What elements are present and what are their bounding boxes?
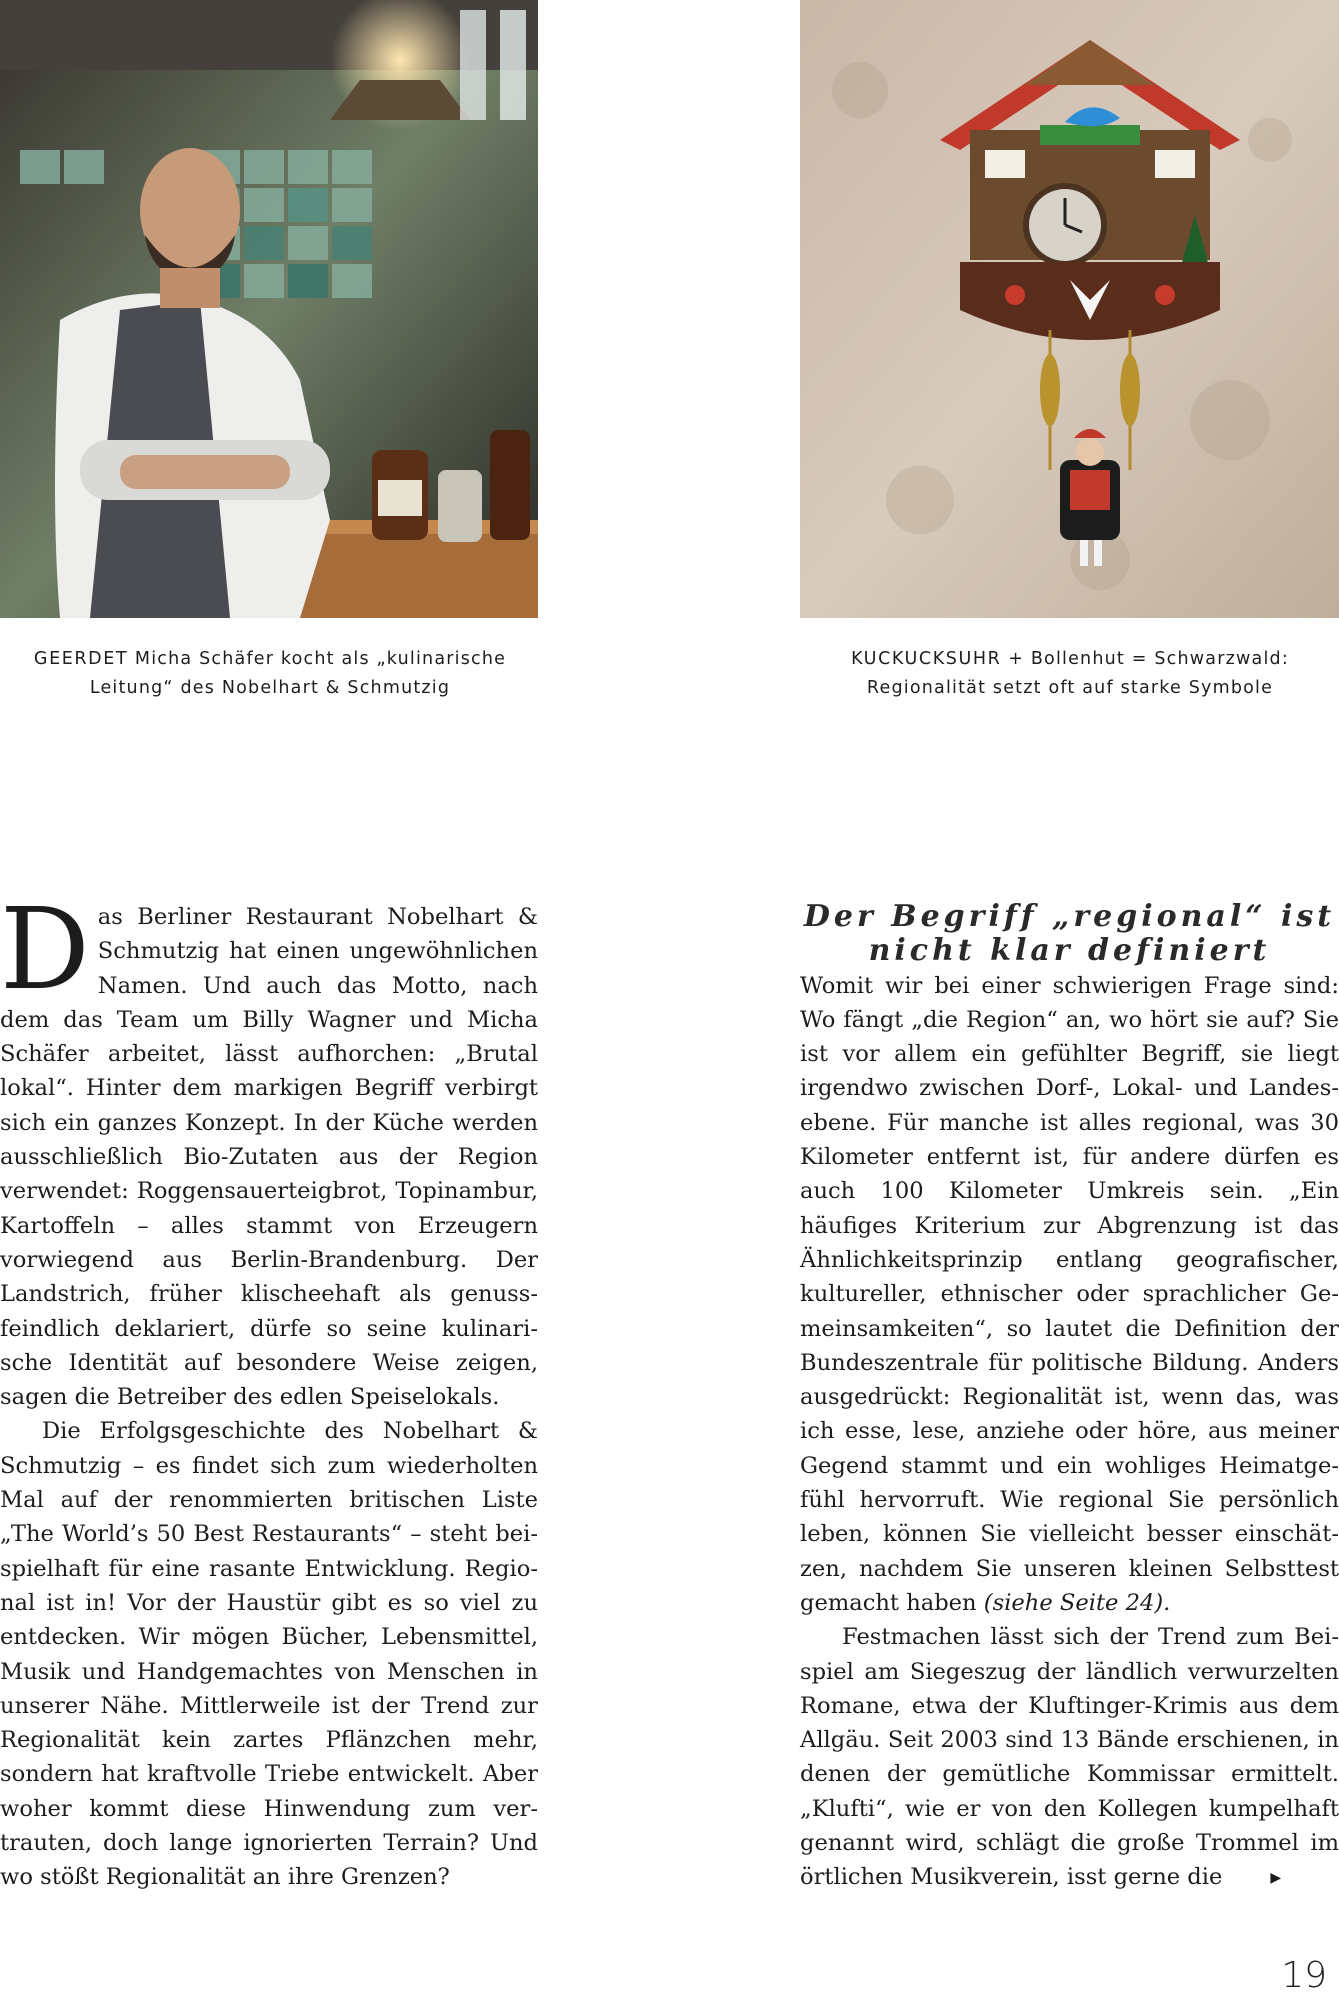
- caption-left-text: Micha Schäfer kocht als „kulinarische Leitung“ des Nobelhart & Schmutzig: [89, 649, 507, 698]
- caption-left-lead: GEERDET: [33, 649, 129, 669]
- article-column-left: [0, 885, 538, 1895]
- article-paragraph-2: Die Erfolgsgeschichte des Nobelhart & Schmutzig – es findet sich zum wiederholten Mal auf der renommierten britischen Liste „The World’s 50 Best Restaurants“ – steht beispielhaft für eine rasante Entwicklung. Regional ist in! Vor der Haustür gibt es so viel zu entdecken. Wir mögen Bücher, Lebensmittel, Musik und Handgemachtes von Menschen in unserer Nähe. Mittlerweile ist der Trend zur Regionalität kein zartes Pflänzchen mehr, sondern hat kraftvolle Triebe entwickelt. Aber woher kommt diese Hinwendung zum vertrauten, doch lange ignorierten Terrain? Und wo stößt Regionalität an ihre Grenzen?: [0, 1418, 538, 1891]
- caption-right-lead: KUCKUCKSUHR: [851, 649, 1002, 669]
- drop-cap: D: [0, 885, 90, 1015]
- caption-right: [790, 645, 1339, 703]
- article-paragraph-3-text: Womit wir bei einer schwierigen Frage sind: Wo fängt „die Region“ an, wo hört sie auf? Sie ist vor allem ein gefühlter Begriff, sie liegt irgendwo zwischen Dorf-, Lokal- und Landesebene. Für manche ist alles regional, was 30 Kilometer entfernt ist, für andere dürfen es auch 100 Kilometer Umkreis sein. „Ein häufiges Kriterium zur Abgrenzung ist das Ähnlichkeitsprinzip entlang geografischer, kultureller, ethnischer oder sprachlicher Gemeinsamkeiten“, so lautet die Definition der Bundeszentrale für politische Bildung. Anders ausgedrückt: Regionalität ist, wenn das, was ich esse, lese, anziehe oder höre, aus meiner Gegend stammt und ein wohliges Heimatgefühl hervorruft. Wie regional Sie persönlich leben, können Sie vielleicht besser einschätzen, nachdem Sie unseren kleinen Selbsttest gemacht haben: [800, 972, 1339, 1616]
- article-column-right: [800, 900, 1339, 1896]
- article-paragraph-1-text: as Berliner Restaurant Nobelhart & Schmutzig hat einen ungewöhnlichen Namen. Und auch das Motto, nach dem das Team um Billy Wagner und Micha Schäfer arbeitet, lässt aufhorchen: „Brutal lokal“. Hinter dem markigen Begriff verbirgt sich ein ganzes Konzept. In der Küche werden ausschließlich Bio-Zutaten aus der Region verwendet: Roggensauerteigbrot, Topinambur, Kartoffeln – alles stammt von Erzeugern vorwiegend aus Berlin-Brandenburg. Der Landstrich, früher klischeehaft als genussfeindlich deklariert, dürfe so seine kulinarische Identität auf besondere Weise zeigen, sagen die Betreiber des edlen Speiselokals.: [0, 904, 538, 1411]
- article-paragraph-4: [800, 1620, 1339, 1895]
- section-subheading: [800, 900, 1339, 969]
- article-paragraph-3: [800, 969, 1339, 1621]
- triangle-right-icon: ▶: [1270, 1870, 1282, 1887]
- chef-photo: [0, 0, 538, 618]
- subheading-line-2: nicht klar definiert: [868, 933, 1271, 969]
- subheading-line-1: Der Begriff „regional“ ist: [803, 899, 1336, 934]
- caption-left: [0, 645, 550, 703]
- article-paragraph-4-text: Festmachen lässt sich der Trend zum Beispiel am Siegeszug der ländlich verwurzelten Romane, etwa der Kluftinger-Krimis aus dem Allgäu. Seit 2003 sind 13 Bände erschienen, in denen der gemütliche Kommissar ermittelt. „Klufti“, wie er von den Kollegen kumpelhaft genannt wird, schlägt die große Trommel im örtlichen Musikverein, isst gerne die: [800, 1624, 1339, 1891]
- article-paragraph-1: [0, 885, 538, 1414]
- page-number: 19: [1281, 1955, 1327, 1996]
- chef-photo-graphic: [0, 0, 538, 618]
- caption-right-text: + Bollenhut = Schwarzwald: Regionalität setzt oft auf starke Symbole: [866, 649, 1289, 698]
- page-reference: (siehe Seite 24).: [983, 1589, 1171, 1616]
- cuckoo-clock-graphic: [800, 0, 1339, 618]
- cuckoo-clock-photo: [800, 0, 1339, 618]
